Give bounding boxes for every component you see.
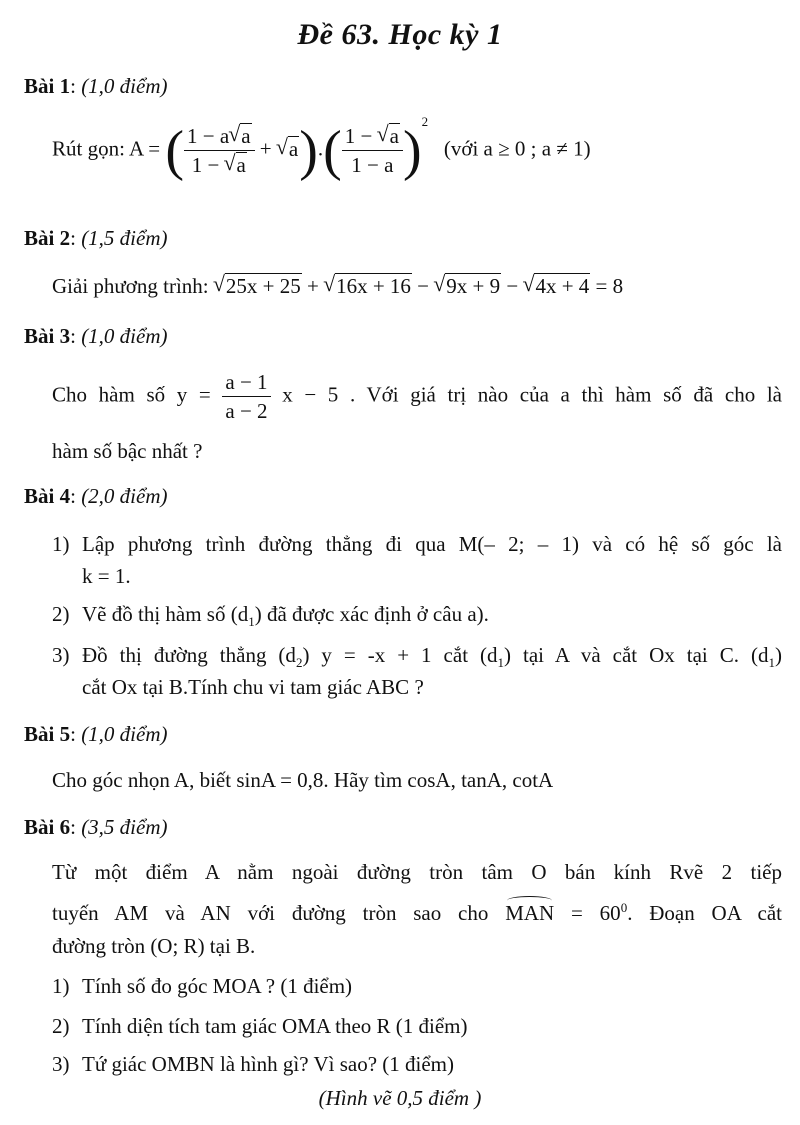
bai4-points: (2,0 điểm)	[81, 484, 168, 508]
exam-title: Đề 63. Học kỳ 1	[297, 18, 503, 51]
bai6-line3: đường tròn (O; R) tại B.	[52, 934, 256, 958]
exam-page: Đề 63. Học kỳ 1 Bài 1: (1,0 điểm) Rút gọn: A = ( $\frac{1 - a√ a}{1 - √ a}$ + √ a).( $\frac{1 - √ a}{1 - a}$ )$^2$ (với a ≥ 0 ; a ≠ 1) Bài 2: (1,5 điểm) Giải phương trình: √ 25x + 25 + √ 16x + 16 − √ 9x + 9 − √ 4x + 4 = 8 Bài 3: (1,0 điểm) Cho hàm số y = $\frac{a - 1}{a - 2}$ x − 5 . Với giá trị nào của a thì hàm số đã cho là hàm số bậc nhất ? Bài 4: (2,0 điểm) 1) Lập phương trình đường thẳng đi qua M(– 2; – 1) và có hệ số góc là k = 1. 2) Vẽ đồ thị hàm số $(d_1)$ đã được xác định ở câu a). 3) Đồ thị đường thẳng $(d_2) y = -x + 1$ cắt $(d_1)$ tại A và cắt Ox tại C. $(d_1)$ cắt Ox tại B.Tính chu vi tam giác ABC ? Bài 5: (1,0 điểm) Cho góc nhọn A, biết sinA = 0,8. Hãy tìm cosA, tanA, cotA Bài 6: (3,5 điểm) Từ một điểm A nằm ngoài đường tròn tâm O bán kính Rvẽ 2 tiếp tuyến AM và AN với đường tròn sao cho MAN = $60^0$. Đoạn OA cắt đường tròn (O; R) tại B. 1) Tính số đo góc MOA ? (1 điểm) 2) Tính diện tích tam giác OMA theo R (1 điểm) 3) Tứ giác OMBN là hình gì? Vì sao? (1 điểm) (Hình vẽ 0,5 điểm )	[0, 0, 800, 1125]
bai6-points: (3,5 điểm)	[81, 815, 168, 839]
bai1-prompt: Rút gọn:	[52, 136, 125, 161]
bai3-line1: Cho hàm số y = $\frac{a - 1}{a - 2}$ x − 5 . Với giá trị nào của a thì hàm số đã cho là	[52, 368, 782, 426]
bai1-header: Bài 1: (1,0 điểm)	[24, 74, 168, 98]
bai1-points: (1,0 điểm)	[81, 74, 168, 98]
bai2-equation: Giải phương trình: √ 25x + 25 + √ 16x + 16 − √ 9x + 9 − √ 4x + 4 = 8	[52, 274, 623, 299]
bai3-points: (1,0 điểm)	[81, 324, 168, 348]
bai6-header: Bài 6: (3,5 điểm)	[24, 815, 168, 839]
bai5-header: Bài 5: (1,0 điểm)	[24, 722, 168, 746]
bai3-header: Bài 3: (1,0 điểm)	[24, 324, 168, 348]
bai6-label: Bài 6	[24, 815, 71, 839]
bai4-header: Bài 4: (2,0 điểm)	[24, 484, 168, 508]
bai3-line2: hàm số bậc nhất ?	[52, 439, 203, 463]
bai3-fraction: $\frac{a - 1}{a - 2}$	[222, 368, 270, 426]
angle-man: MAN	[505, 901, 555, 925]
bai1-lhs: A =	[129, 136, 161, 161]
bai6-line1: Từ một điểm A nằm ngoài đường tròn tâm O bán kính Rvẽ 2 tiếp	[52, 860, 782, 884]
bai2-header: Bài 2: (1,5 điểm)	[24, 226, 168, 250]
bai6-line2: tuyến AM và AN với đường tròn sao cho MAN = $60^0$. Đoạn OA cắt	[52, 900, 783, 925]
bai1-fraction-2: $\frac{1 - √ a}{1 - a}$	[342, 122, 403, 180]
bai2-label: Bài 2	[24, 226, 71, 250]
bai5-points: (1,0 điểm)	[81, 722, 168, 746]
bai3-label: Bài 3	[24, 324, 71, 348]
bai6-figure-note: (Hình vẽ 0,5 điểm )	[318, 1086, 482, 1110]
bai5-label: Bài 5	[24, 722, 71, 746]
bai1-expression: Rút gọn: A = ( $\frac{1 - a√ a}{1 - √ a}$ + √ a).( $\frac{1 - √ a}{1 - a}$ )$^2$ (với a ≥ 0 ; a ≠ 1)	[52, 122, 591, 180]
bai4-label: Bài 4	[24, 484, 71, 508]
bai1-condition: (với a ≥ 0 ; a ≠ 1)	[443, 136, 591, 161]
bai1-label: Bài 1	[24, 74, 71, 98]
bai5-text: Cho góc nhọn A, biết sinA = 0,8. Hãy tìm cosA, tanA, cotA	[52, 768, 554, 792]
bai2-points: (1,5 điểm)	[81, 226, 168, 250]
bai1-fraction-1: $\frac{1 - a√ a}{1 - √ a}$	[184, 122, 255, 180]
